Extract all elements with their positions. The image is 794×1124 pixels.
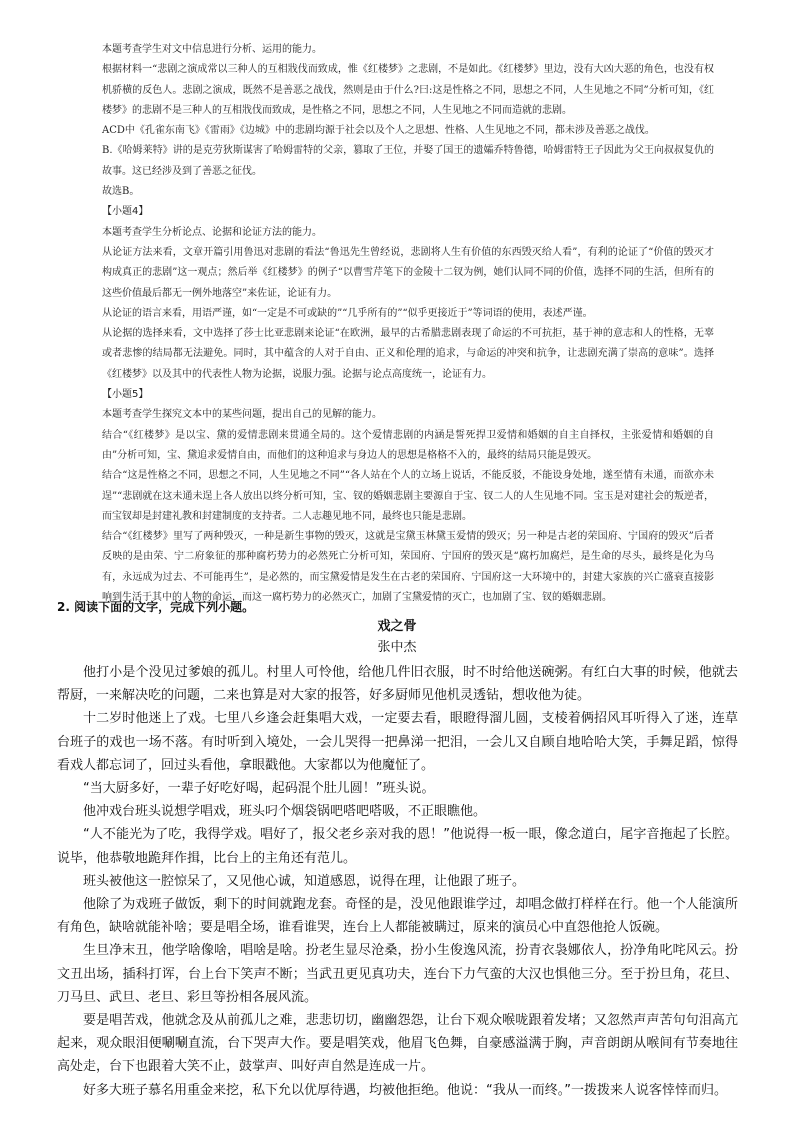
article-paragraph: 十二岁时他迷上了戏。七里八乡逢会赶集唱大戏，一定要去看，眼瞪得溜儿圆，支棱着俩招风耳听得入了迷，连草台班子的戏也一场不落。有时听到入境处，一会儿哭得一把鼻涕一把泪，一会儿又自顾自地哈哈大笑，手舞足蹈，惊得看戏人都忘词了，回过头看他，拿眼戳他。大家都以为他魔怔了。 xyxy=(57,711,738,773)
article-paragraph: 他打小是个没见过爹娘的孤儿。村里人可怜他，给他几件旧衣服，时不时给他送碗粥。有红白大事的时候，他就去帮厨，一来解决吃的问题，二来也算是对大家的报答，好多厨师见他机灵透钻，想收他为徒。 xyxy=(57,665,738,704)
explanation-line: 从论证方法来看，文章开篇引用鲁迅对悲剧的看法“鲁迅先生曾经说，悲剧将人生有价值的东西毁灭给人看”，有利的论证了“价值的毁灭才构成真正的悲剧”这一观点；然后举《红楼梦》的例子“以曹雪芹笔下的金陵十二钗为例，她们认同不同的价值，选择不同的生活，但所有的这些价值最后都无一例外地落空”来佐证，论证有力。 xyxy=(102,246,714,299)
sub-question-heading: 【小题4】 xyxy=(102,206,149,218)
question-title: 2. 阅读下面的文字，完成下列小题。 xyxy=(57,600,255,614)
article-paragraph: 生旦净末丑，他学啥像啥，唱啥是啥。扮老生显尽沧桑，扮小生俊逸风流，扮青衣袅娜依人，扮净角叱咤风云。扮文丑出场，插科打诨，台上台下笑声不断；当武丑更见真功夫，连台下力气蛮的大汉也惧他三分。至于扮旦角，花旦、刀马旦、武旦、老旦、彩旦等扮相各展风流。 xyxy=(57,943,738,1005)
explanation-line: 结合“《红楼梦》是以宝、黛的爱情悲剧来贯通全局的。这个爱情悲剧的内涵是誓死捍卫爱情和婚姻的自主自择权，主张爱情和婚姻的自由”分析可知，宝、黛追求爱情自由，而他们的这种追求与身边人的思想是格格不入的，最终的结局只能是毁灭。 xyxy=(102,429,714,461)
explanation-line: ACD中《孔雀东南飞》《雷雨》《边城》中的悲剧均源于社会以及个人之思想、性格、人生见地之不同，都未涉及善恶之战伐。 xyxy=(102,125,655,137)
explanation-line: 从论据的选择来看，文中选择了莎士比亚悲剧来论证“在欧洲，最早的古希腊悲剧表现了命运的不可抗拒，基于神的意志和人的性格，无辜或者悲惨的结局都无法避免。同时，其中蕴含的人对于自由、正义和伦理的追求，与命运的冲突和抗争，让悲剧充满了崇高的意味”。选择《红楼梦》以及其中的代表性人物为论据，说服力强。论据与论点高度统一，论证有力。 xyxy=(102,328,714,380)
answer-explanation xyxy=(102,40,714,608)
article-paragraph: 好多大班子慕名用重金来挖，私下允以优厚待遇，均被他拒绝。他说：“我从一而终。”一拨拨来人说客悻悻而归。 xyxy=(83,1082,727,1098)
article-author: 张中杰 xyxy=(377,640,417,655)
article-paragraph: 要是唱苦戏，他就念及从前孤儿之难，悲悲切切，幽幽怨怨，让台下观众喉咙跟着发堵；又忽然声声苦句句泪高亢起来，观众眼泪便唰唰直流，台下哭声大作。要是唱笑戏，他眉飞色舞，自豪感溢满于胸，声音朗朗从喉间有节奏地往高处走，台下也跟着大笑不止，鼓掌声、叫好声自然是连成一片。 xyxy=(57,1013,738,1075)
article-paragraph: 他冲戏台班头说想学唱戏，班头叼个烟袋锅吧嗒吧嗒吸，不正眼瞧他。 xyxy=(83,804,487,820)
explanation-line: 故选B。 xyxy=(102,186,140,198)
explanation-line: 结合“这是性格之不同，思想之不同，人生见地之不同”“各人站在个人的立场上说话，不能反驳，不能设身处地，遂至情有未通，而欲亦未逞”“悲剧就在这未通未逞上各人放出以终分析可知，宝、钗的婚姻悲剧主要源自于宝、钗二人的人生见地不同。宝玉是对建社会的叛逆者，而宝钗却是封建礼教和封建制度的支持者。二人志趣见地不同，最终也只能是悲剧。 xyxy=(102,470,714,522)
article-title: 戏之骨 xyxy=(377,619,417,634)
article-paragraph: 班头被他这一腔惊呆了，又见他心诚，知道感恩，说得在理，让他跟了班子。 xyxy=(83,873,526,889)
article-paragraph: “人不能光为了吃，我得学戏。唱好了，报父老乡亲对我的恩！”他说得一板一眼，像念道白，尾字音拖起了长腔。说毕，他恭敬地跪拜作揖，比台上的主角还有范儿。 xyxy=(57,827,738,866)
explanation-line: B.《哈姆莱特》讲的是克劳狄斯谋害了哈姆雷特的父亲，篡取了王位，并娶了国王的遗孀乔特鲁德，哈姆雷特王子因此为父王向叔叔复仇的故事。这已经涉及到了善恶之征伐。 xyxy=(102,145,714,177)
article-body xyxy=(57,661,738,1102)
explanation-line: 从论证的语言来看，用语严谨，如“一定是不可或缺的”“几乎所有的”“似乎更接近于”等词语的使用，表述严谨。 xyxy=(102,307,593,319)
explanation-line: 本题考查学生分析论点、论据和论证方法的能力。 xyxy=(102,226,322,238)
explanation-line: 结合“《红楼梦》里写了两种毁灭，一种是新生事物的毁灭，这就是宝黛玉林黛玉爱情的毁灭；另一种是古老的荣国府、宁国府的毁灭”后者反映的是由荣、宁二府象征的那种腐朽势力的必然死亡分析可知，荣国府、宁国府的毁灭是“腐朽加腐烂，是生命的尽头，最终是化为乌有，永远成为过去、不可能再生”，是必然的，而宝黛爱情是发生在古老的荣国府、宁国府这一大环境中的，封建大家族的兴亡盛衰直接影响到生活于其中的人物的命运，而这一腐朽势力的必然灭亡，加剧了宝黛爱情的灭亡，也加剧了宝、钗的婚姻悲剧。 xyxy=(102,531,714,604)
sub-question-heading: 【小题5】 xyxy=(102,389,149,401)
explanation-line: 本题考查学生对文中信息进行分析、运用的能力。 xyxy=(102,44,322,55)
explanation-line: 本题考查学生探究文本中的某些问题，提出自己的见解的能力。 xyxy=(102,409,382,421)
article-paragraph: “当大厨多好，一辈子好吃好喝，起码混个肚儿圆！”班头说。 xyxy=(83,781,435,797)
article-paragraph: 他除了为戏班子做饭，剩下的时间就跑龙套。奇怪的是，没见他跟谁学过，却唱念做打样样在行。他一个人能演所有角色，缺啥就能补啥；要是唱全场，谁看谁哭，连台上人都能被瞒过，原来的演员心中直怨他抢人饭碗。 xyxy=(57,897,738,936)
explanation-line: 根据材料一“悲剧之演成常以三种人的互相戕伐而致成，惟《红楼梦》之悲剧，不是如此。《红楼梦》里边，没有大凶大恶的角色，也没有权机骄横的反色人。悲剧之演成，既然不是善恶之战伐，然则是由于什么?曰:这是性格之不同，思想之不同，人生见地之不同”分析可知，《红楼梦》的悲剧不是三种人的互相戕伐而致成，是性格之不同，思想之不同，人生见地之不同而造就的悲剧。 xyxy=(102,64,714,116)
